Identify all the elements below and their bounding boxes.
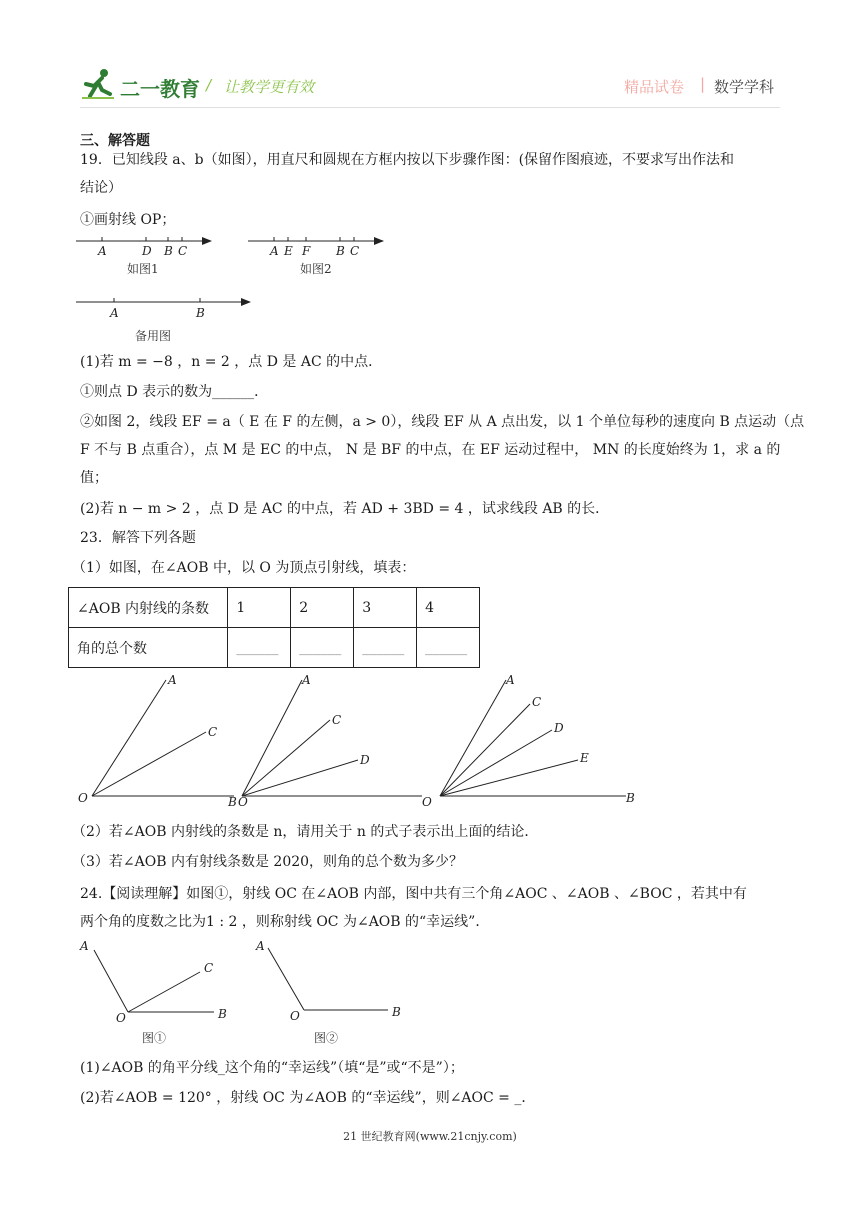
q23f1-label-c: C xyxy=(208,725,218,739)
table-header-cell: 角的总个数 xyxy=(69,628,228,668)
q23f3-label-e: E xyxy=(580,751,589,765)
q19-spare-figure xyxy=(74,292,259,322)
q19-figure-2 xyxy=(246,232,396,260)
q19-line2: 结论） xyxy=(80,180,122,196)
section-title: 三、解答题 xyxy=(80,133,150,149)
q23f2-label-d: D xyxy=(360,753,370,767)
q23f1-label-b: B xyxy=(228,795,237,809)
table-header-cell: ∠AOB 内射线的条数 xyxy=(69,588,228,628)
q19-part1: (1)若 m = −8 ，n = 2 ，点 D 是 AC 的中点． xyxy=(80,354,383,370)
q19-figure-1 xyxy=(74,232,224,260)
q24f1-label-a: A xyxy=(80,939,89,953)
header-label-paper: 精品试卷 xyxy=(624,78,685,96)
q24-figure-1 xyxy=(79,939,227,1025)
q23f2-label-c: C xyxy=(332,713,342,727)
q24-figure-2 xyxy=(255,939,401,1023)
header xyxy=(0,60,860,110)
table-blank-cell[interactable]: ______ xyxy=(291,628,354,668)
runner-logo-icon xyxy=(80,68,116,100)
table-blank-cell[interactable]: ______ xyxy=(417,628,480,668)
q23f3-label-d: D xyxy=(554,721,564,735)
table-cell: 1 xyxy=(228,588,291,628)
q23-part3: （3）若∠AOB 内有射线条数是 2020，则角的总个数为多少？ xyxy=(72,854,464,870)
fig3-label-b: B xyxy=(196,306,205,320)
q19-part1b-line1: ②如图 2，线段 EF = a（ E 在 F 的左侧，a > 0），线段 EF 从 A 点出发，以 1 个单位每秒的速度向 B 点运动（点 xyxy=(80,414,805,430)
brand-slogan: 让教学更有效 xyxy=(224,78,315,96)
q23f3-label-c: C xyxy=(532,695,542,709)
fig3-label-a: A xyxy=(110,306,119,320)
fig1-label-d: D xyxy=(142,244,152,258)
q23-table xyxy=(68,587,480,668)
q23-part2: （2）若∠AOB 内射线的条数是 n，请用关于 n 的式子表示出上面的结论． xyxy=(72,824,539,840)
q19-part1a: ①则点 D 表示的数为______． xyxy=(80,384,269,400)
q24f1-label-o: O xyxy=(116,1011,126,1025)
q23-figure-2 xyxy=(238,673,422,809)
q23f3-label-b: B xyxy=(626,791,635,805)
header-rule xyxy=(80,107,780,108)
q24f2-label-o: O xyxy=(290,1009,300,1023)
q23-angle-figures xyxy=(70,668,650,810)
q23f3-label-o: O xyxy=(422,795,432,809)
q23-title: 23．解答下列各题 xyxy=(80,530,196,546)
header-slash: / xyxy=(206,76,212,94)
q19-line1: 19．已知线段 a、b（如图），用直尺和圆规在方框内按以下步骤作图：(保留作图痕迹，不要求写出作法和 xyxy=(80,152,735,168)
q24-figures xyxy=(76,936,416,1026)
q23f1-label-a: A xyxy=(168,673,177,687)
q24-part1: (1)∠AOB 的角平分线_这个角的“幸运线”（填“是”或“不是”）； xyxy=(80,1060,464,1076)
table-blank-cell[interactable]: ______ xyxy=(228,628,291,668)
q24-line2: 两个角的度数之比为1 : 2 ，则称射线 OC 为∠AOB 的“幸运线”． xyxy=(80,914,490,930)
table-blank-cell[interactable]: ______ xyxy=(354,628,417,668)
q19-part1b-line3: 值； xyxy=(80,470,108,486)
q23-figure-3 xyxy=(422,673,635,809)
footer: 21 世纪教育网(www.21cnjy.com) xyxy=(343,1130,517,1143)
q23f2-label-a: A xyxy=(302,673,311,687)
fig2-label-a: A xyxy=(270,244,279,258)
q19-figure-2-caption: 如图2 xyxy=(300,262,332,276)
q24f1-label-c: C xyxy=(204,961,214,975)
table-row xyxy=(69,628,480,668)
q24-part2: (2)若∠AOB = 120° ，射线 OC 为∠AOB 的“幸运线”，则∠AOC = _． xyxy=(80,1090,536,1106)
table-cell: 3 xyxy=(354,588,417,628)
q19-figure-1-caption: 如图1 xyxy=(127,262,159,276)
header-label-subject: 数学学科 xyxy=(714,78,775,96)
q23f2-label-o: O xyxy=(238,795,248,809)
q19-spare-figure-caption: 备用图 xyxy=(135,329,172,343)
q24f2-label-b: B xyxy=(392,1005,401,1019)
header-divider: | xyxy=(700,75,706,93)
fig2-label-e: E xyxy=(284,244,293,258)
q23-intro: （1）如图，在∠AOB 中，以 O 为顶点引射线，填表： xyxy=(72,560,416,576)
brand-name: 二一教育 xyxy=(120,77,200,101)
q23f3-label-a: A xyxy=(506,673,515,687)
fig1-label-c: C xyxy=(178,244,188,258)
q19-part2: (2)若 n − m > 2 ，点 D 是 AC 的中点，若 AD + 3BD = 4 ，试求线段 AB 的长． xyxy=(80,501,610,517)
table-cell: 2 xyxy=(291,588,354,628)
fig2-label-b: B xyxy=(336,244,345,258)
q24f1-label-b: B xyxy=(218,1007,227,1021)
q19-step1: ①画射线 OP； xyxy=(80,212,176,228)
fig2-label-f: F xyxy=(302,244,311,258)
q24-line1: 24.【阅读理解】如图①，射线 OC 在∠AOB 内部，图中共有三个角∠AOC 、∠AOB 、∠BOC ，若其中有 xyxy=(80,886,747,902)
q24-figure-1-caption: 图① xyxy=(142,1031,167,1045)
q24f2-label-a: A xyxy=(256,939,265,953)
fig1-label-b: B xyxy=(164,244,173,258)
q24-figure-2-caption: 图② xyxy=(314,1031,339,1045)
q19-part1b-line2: F 不与 B 点重合），点 M 是 EC 的中点， N 是 BF 的中点，在 EF 运动过程中， MN 的长度始终为 1，求 a 的 xyxy=(80,442,781,458)
fig2-label-c: C xyxy=(350,244,360,258)
table-row xyxy=(69,588,480,628)
q23f1-label-o: O xyxy=(78,791,88,805)
fig1-label-a: A xyxy=(98,244,107,258)
table-cell: 4 xyxy=(417,588,480,628)
q23-figure-1 xyxy=(78,673,237,809)
